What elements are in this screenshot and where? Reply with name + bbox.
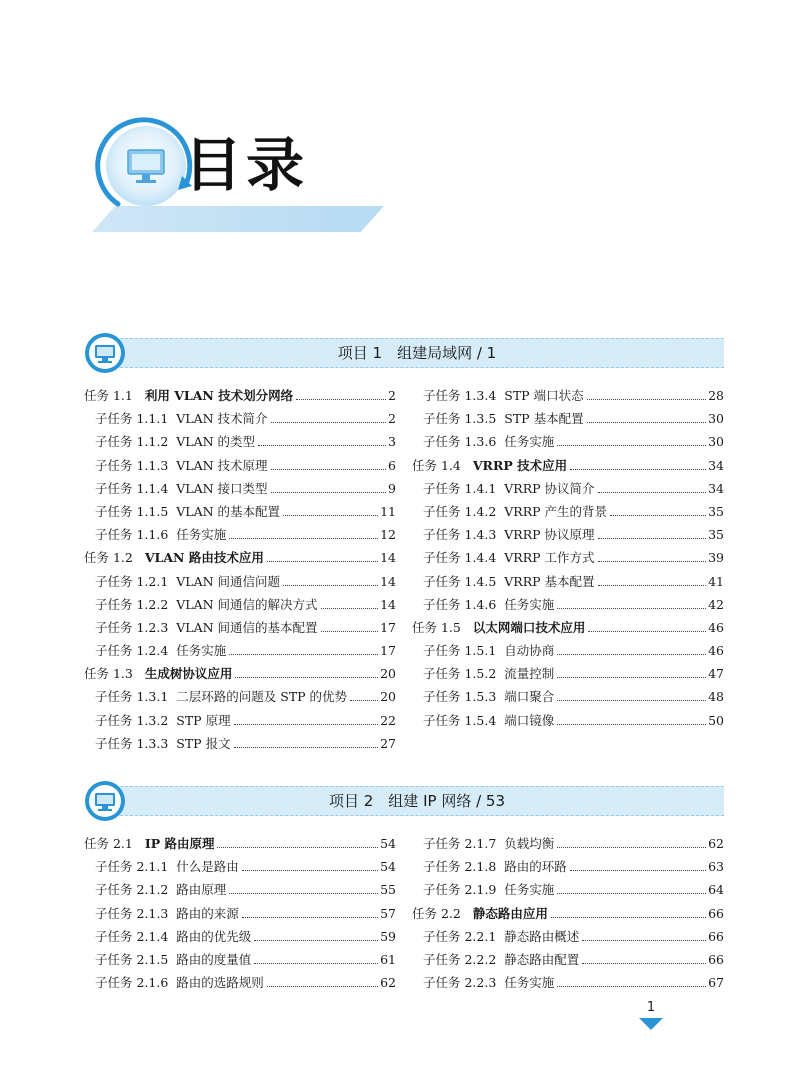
entry-number: 子任务 1.2.2 xyxy=(95,596,169,612)
entry-title: STP 基本配置 xyxy=(504,411,584,427)
entry-page-number: 9 xyxy=(388,480,396,496)
entry-number: 子任务 2.1.3 xyxy=(95,905,169,921)
toc-list-s1-left xyxy=(84,384,396,755)
entry-page-number: 17 xyxy=(380,619,396,635)
dot-leader xyxy=(570,469,706,470)
dot-leader xyxy=(234,724,379,725)
toc-subtask-entry[interactable] xyxy=(412,500,724,523)
dot-leader xyxy=(271,492,386,493)
toc-subtask-entry[interactable] xyxy=(412,855,724,878)
entry-title: 端口镜像 xyxy=(504,712,555,728)
toc-subtask-entry[interactable] xyxy=(412,477,724,500)
toc-subtask-entry[interactable] xyxy=(84,477,396,500)
entry-number: 子任务 2.1.9 xyxy=(423,882,497,898)
entry-title: VRRP 协议原理 xyxy=(504,527,595,543)
dot-leader xyxy=(570,870,706,871)
entry-number: 子任务 1.4.1 xyxy=(423,480,497,496)
entry-number: 子任务 1.5.4 xyxy=(423,712,497,728)
dot-leader xyxy=(610,515,706,516)
entry-page-number: 39 xyxy=(708,550,724,566)
entry-page-number: 47 xyxy=(708,666,724,682)
entry-title: VLAN 间通信问题 xyxy=(176,573,281,589)
entry-title: 路由的度量值 xyxy=(176,951,252,967)
toc-subtask-entry[interactable] xyxy=(84,855,396,878)
entry-title: 任务实施 xyxy=(504,975,555,991)
entry-number: 子任务 2.2.2 xyxy=(423,951,497,967)
dot-leader xyxy=(587,399,707,400)
entry-title: STP 报文 xyxy=(176,735,231,751)
entry-number: 子任务 2.2.1 xyxy=(423,928,497,944)
toc-subtask-entry[interactable] xyxy=(84,407,396,430)
toc-list-s2-left xyxy=(84,832,396,994)
entry-number: 任务 1.2 xyxy=(84,550,133,566)
dot-leader xyxy=(598,585,707,586)
entry-page-number: 66 xyxy=(708,905,724,921)
entry-title: 路由的环路 xyxy=(504,859,567,875)
entry-number: 子任务 1.4.5 xyxy=(423,573,497,589)
entry-title: 自动协商 xyxy=(504,643,555,659)
entry-title: 端口聚合 xyxy=(504,689,555,705)
entry-title: 任务实施 xyxy=(504,596,555,612)
toc-subtask-entry[interactable] xyxy=(84,500,396,523)
entry-title: VRRP 产生的背景 xyxy=(504,503,608,519)
entry-title: STP 端口状态 xyxy=(504,388,584,403)
dot-leader xyxy=(234,747,379,748)
entry-title: VRRP 协议简介 xyxy=(504,480,595,496)
toc-subtask-entry[interactable] xyxy=(412,430,724,453)
entry-page-number: 63 xyxy=(708,859,724,875)
entry-title: 路由的来源 xyxy=(176,905,239,921)
entry-title: VRRP 基本配置 xyxy=(504,573,595,589)
entry-page-number: 2 xyxy=(388,411,396,427)
dot-leader xyxy=(254,940,378,941)
dot-leader xyxy=(296,399,386,400)
entry-number: 子任务 1.3.6 xyxy=(423,434,497,450)
entry-page-number: 20 xyxy=(380,666,396,682)
entry-title: VLAN 路由技术应用 xyxy=(144,550,264,566)
dot-leader xyxy=(229,654,378,655)
entry-number: 子任务 1.1.6 xyxy=(95,527,169,543)
entry-page-number: 28 xyxy=(708,388,724,403)
entry-title: VRRP 工作方式 xyxy=(504,550,595,566)
entry-title: 任务实施 xyxy=(176,527,227,543)
entry-number: 子任务 2.1.7 xyxy=(423,836,497,851)
dot-leader xyxy=(557,677,706,678)
toc-subtask-entry[interactable] xyxy=(84,593,396,616)
toc-subtask-entry[interactable] xyxy=(412,878,724,901)
entry-title: VLAN 的类型 xyxy=(176,434,256,450)
toc-subtask-entry[interactable] xyxy=(84,523,396,546)
entry-title: 路由的选路规则 xyxy=(176,975,264,991)
entry-title: VLAN 技术原理 xyxy=(176,457,268,473)
toc-subtask-entry[interactable] xyxy=(412,523,724,546)
dot-leader xyxy=(242,917,378,918)
toc-subtask-entry[interactable] xyxy=(84,709,396,732)
entry-number: 子任务 2.1.1 xyxy=(95,859,169,875)
toc-subtask-entry[interactable] xyxy=(412,971,724,994)
entry-title: VLAN 技术简介 xyxy=(176,411,268,427)
entry-number: 子任务 2.1.4 xyxy=(95,928,169,944)
entry-page-number: 35 xyxy=(708,503,724,519)
entry-title: 路由原理 xyxy=(176,882,227,898)
toc-list-s1-right xyxy=(412,384,724,732)
entry-page-number: 41 xyxy=(708,573,724,589)
monitor-swirl-icon xyxy=(88,116,198,226)
toc-subtask-entry[interactable] xyxy=(84,570,396,593)
entry-page-number: 14 xyxy=(380,596,396,612)
toc-subtask-entry[interactable] xyxy=(84,925,396,948)
dot-leader xyxy=(551,917,706,918)
dot-leader xyxy=(271,469,386,470)
entry-number: 子任务 1.1.5 xyxy=(95,503,169,519)
entry-page-number: 6 xyxy=(388,457,396,473)
entry-number: 子任务 1.2.1 xyxy=(95,573,169,589)
entry-title: VLAN 间通信的基本配置 xyxy=(176,619,318,635)
entry-number: 子任务 1.4.2 xyxy=(423,503,497,519)
dot-leader xyxy=(557,724,706,725)
entry-page-number: 12 xyxy=(380,527,396,543)
dot-leader xyxy=(587,422,707,423)
toc-subtask-entry[interactable] xyxy=(412,593,724,616)
entry-page-number: 66 xyxy=(708,951,724,967)
entry-page-number: 34 xyxy=(708,457,724,473)
entry-number: 子任务 1.1.3 xyxy=(95,457,169,473)
entry-title: IP 路由原理 xyxy=(144,836,215,851)
entry-number: 任务 1.3 xyxy=(84,666,133,682)
entry-number: 子任务 1.1.2 xyxy=(95,434,169,450)
entry-number: 子任务 1.3.2 xyxy=(95,712,169,728)
entry-page-number: 17 xyxy=(380,643,396,659)
entry-title: VLAN 接口类型 xyxy=(176,480,268,496)
toc-subtask-entry[interactable] xyxy=(412,570,724,593)
dot-leader xyxy=(217,847,378,848)
entry-page-number: 22 xyxy=(380,712,396,728)
entry-page-number: 67 xyxy=(708,975,724,991)
entry-page-number: 11 xyxy=(380,503,396,519)
entry-title: 任务实施 xyxy=(176,643,227,659)
dot-leader xyxy=(598,561,707,562)
entry-title: 路由的优先级 xyxy=(176,928,252,944)
entry-title: 静态路由概述 xyxy=(504,928,580,944)
dot-leader xyxy=(321,631,379,632)
entry-number: 子任务 2.1.5 xyxy=(95,951,169,967)
dot-leader xyxy=(267,986,378,987)
entry-number: 子任务 2.1.6 xyxy=(95,975,169,991)
entry-number: 子任务 1.4.3 xyxy=(423,527,497,543)
toc-list-s2-right xyxy=(412,832,724,994)
entry-page-number: 27 xyxy=(380,735,396,751)
entry-page-number: 54 xyxy=(380,859,396,875)
toc-task-entry[interactable] xyxy=(412,902,724,925)
entry-number: 子任务 1.3.4 xyxy=(423,388,497,403)
dot-leader xyxy=(254,963,378,964)
dot-leader xyxy=(557,893,706,894)
entry-number: 子任务 1.3.1 xyxy=(95,689,169,705)
entry-title: 静态路由配置 xyxy=(504,951,580,967)
entry-title: 静态路由应用 xyxy=(472,905,548,921)
toc-task-entry[interactable] xyxy=(84,662,396,685)
entry-number: 任务 1.4 xyxy=(412,457,461,473)
entry-page-number: 14 xyxy=(380,550,396,566)
entry-page-number: 50 xyxy=(708,712,724,728)
dot-leader xyxy=(598,538,707,539)
entry-number: 任务 1.1 xyxy=(84,388,133,403)
toc-subtask-entry[interactable] xyxy=(84,732,396,755)
entry-number: 任务 1.5 xyxy=(412,619,461,635)
toc-subtask-entry[interactable] xyxy=(84,685,396,708)
entry-page-number: 42 xyxy=(708,596,724,612)
entry-number: 子任务 1.5.1 xyxy=(423,643,497,659)
entry-number: 任务 2.1 xyxy=(84,836,133,851)
entry-title: 二层环路的问题及 STP 的优势 xyxy=(176,689,348,705)
dot-leader xyxy=(258,445,386,446)
dot-leader xyxy=(235,677,378,678)
dot-leader xyxy=(557,445,706,446)
toc-subtask-entry[interactable] xyxy=(412,832,724,855)
dot-leader xyxy=(271,422,386,423)
entry-page-number: 59 xyxy=(380,928,396,944)
entry-number: 子任务 1.1.4 xyxy=(95,480,169,496)
dot-leader xyxy=(242,870,378,871)
entry-page-number: 34 xyxy=(708,480,724,496)
toc-subtask-entry[interactable] xyxy=(84,430,396,453)
entry-number: 子任务 1.2.4 xyxy=(95,643,169,659)
page-number: 1 xyxy=(646,1000,656,1015)
entry-title: VLAN 的基本配置 xyxy=(176,503,281,519)
entry-title: 以太网端口技术应用 xyxy=(472,619,586,635)
entry-page-number: 57 xyxy=(380,905,396,921)
toc-task-entry[interactable] xyxy=(84,832,396,855)
entry-number: 子任务 1.2.3 xyxy=(95,619,169,635)
entry-page-number: 66 xyxy=(708,928,724,944)
entry-page-number: 3 xyxy=(388,434,396,450)
entry-number: 子任务 2.1.8 xyxy=(423,859,497,875)
entry-number: 子任务 1.1.1 xyxy=(95,411,169,427)
entry-number: 子任务 1.5.3 xyxy=(423,689,497,705)
entry-number: 子任务 1.3.5 xyxy=(423,411,497,427)
toc-subtask-entry[interactable] xyxy=(84,971,396,994)
toc-subtask-entry[interactable] xyxy=(84,639,396,662)
entry-number: 子任务 1.4.6 xyxy=(423,596,497,612)
dot-leader xyxy=(598,492,707,493)
entry-page-number: 20 xyxy=(380,689,396,705)
dot-leader xyxy=(582,963,706,964)
dot-leader xyxy=(283,585,378,586)
dot-leader xyxy=(557,700,706,701)
toc-subtask-entry[interactable] xyxy=(84,454,396,477)
toc-subtask-entry[interactable] xyxy=(412,709,724,732)
dot-leader xyxy=(267,561,378,562)
entry-page-number: 14 xyxy=(380,573,396,589)
entry-page-number: 62 xyxy=(380,975,396,991)
dot-leader xyxy=(557,608,706,609)
toc-subtask-entry[interactable] xyxy=(84,878,396,901)
entry-page-number: 62 xyxy=(708,836,724,851)
entry-page-number: 2 xyxy=(388,388,396,403)
dot-leader xyxy=(321,608,379,609)
entry-title: 任务实施 xyxy=(504,882,555,898)
entry-number: 子任务 1.4.4 xyxy=(423,550,497,566)
section-banner-project-1 xyxy=(84,332,724,374)
entry-title: 负载均衡 xyxy=(504,836,555,851)
entry-page-number: 46 xyxy=(708,619,724,635)
entry-title: STP 原理 xyxy=(176,712,231,728)
dot-leader xyxy=(557,847,706,848)
entry-number: 子任务 1.3.3 xyxy=(95,735,169,751)
entry-page-number: 46 xyxy=(708,643,724,659)
toc-subtask-entry[interactable] xyxy=(412,384,724,407)
entry-page-number: 35 xyxy=(708,527,724,543)
toc-task-entry[interactable] xyxy=(412,616,724,639)
toc-subtask-entry[interactable] xyxy=(412,662,724,685)
toc-task-entry[interactable] xyxy=(412,454,724,477)
entry-page-number: 48 xyxy=(708,689,724,705)
dot-leader xyxy=(229,893,378,894)
entry-title: 生成树协议应用 xyxy=(144,666,233,682)
entry-page-number: 30 xyxy=(708,411,724,427)
entry-page-number: 61 xyxy=(380,951,396,967)
entry-page-number: 30 xyxy=(708,434,724,450)
toc-subtask-entry[interactable] xyxy=(412,639,724,662)
toc-subtask-entry[interactable] xyxy=(412,546,724,569)
entry-title: 任务实施 xyxy=(504,434,555,450)
toc-subtask-entry[interactable] xyxy=(412,685,724,708)
toc-subtask-entry[interactable] xyxy=(84,902,396,925)
entry-title: VRRP 技术应用 xyxy=(472,457,568,473)
section-banner-project-2 xyxy=(84,780,724,822)
entry-title: 利用 VLAN 技术划分网络 xyxy=(144,388,294,403)
entry-title: VLAN 间通信的解决方式 xyxy=(176,596,318,612)
section-title: 项目 1 组建局域网 / 1 xyxy=(337,344,497,362)
entry-number: 任务 2.2 xyxy=(412,905,461,921)
page-title: 目录 xyxy=(184,131,309,199)
entry-page-number: 54 xyxy=(380,836,396,851)
toc-subtask-entry[interactable] xyxy=(412,948,724,971)
page-arrow-icon xyxy=(639,1018,663,1030)
toc-task-entry[interactable] xyxy=(84,384,396,407)
dot-leader xyxy=(229,538,378,539)
entry-page-number: 55 xyxy=(380,882,396,898)
toc-header xyxy=(0,0,800,260)
entry-page-number: 64 xyxy=(708,882,724,898)
toc-task-entry[interactable] xyxy=(84,546,396,569)
dot-leader xyxy=(283,515,378,516)
section-title: 项目 2 组建 IP 网络 / 53 xyxy=(329,792,505,810)
toc-subtask-entry[interactable] xyxy=(412,925,724,948)
dot-leader xyxy=(557,986,706,987)
toc-subtask-entry[interactable] xyxy=(84,948,396,971)
dot-leader xyxy=(557,654,706,655)
entry-number: 子任务 2.1.2 xyxy=(95,882,169,898)
dot-leader xyxy=(350,700,378,701)
toc-subtask-entry[interactable] xyxy=(84,616,396,639)
entry-number: 子任务 1.5.2 xyxy=(423,666,497,682)
entry-title: 什么是路由 xyxy=(176,859,239,875)
dot-leader xyxy=(588,631,706,632)
dot-leader xyxy=(582,940,706,941)
entry-number: 子任务 2.2.3 xyxy=(423,975,497,991)
toc-subtask-entry[interactable] xyxy=(412,407,724,430)
entry-title: 流量控制 xyxy=(504,666,555,682)
